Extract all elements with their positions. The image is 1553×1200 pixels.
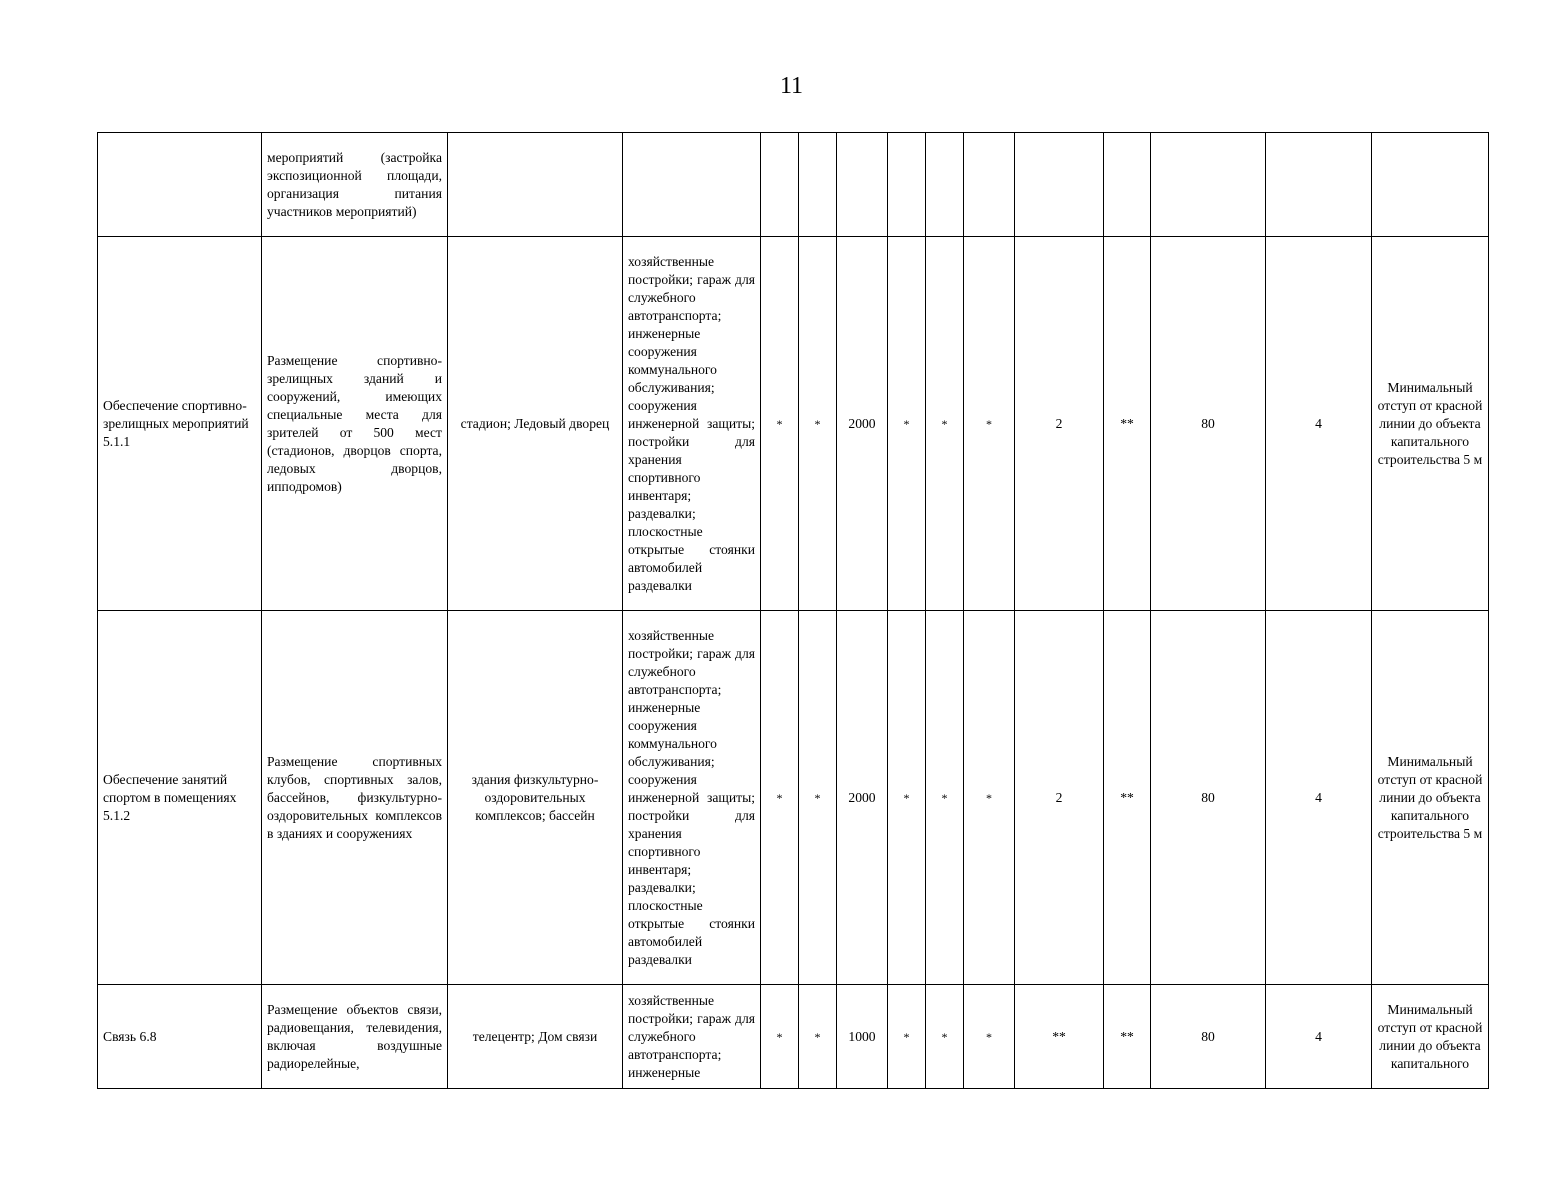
cell-param-3: 1000 bbox=[837, 985, 888, 1089]
cell-auxiliary-objects: хозяйственные постройки; гараж для служебного автотранспорта; инженерные bbox=[623, 985, 761, 1089]
cell-param-3 bbox=[837, 133, 888, 237]
cell-param-3: 2000 bbox=[837, 237, 888, 611]
cell-use-description: Размещение объектов связи, радиовещания, телевидения, включая воздушные радиорелейные, bbox=[262, 985, 448, 1089]
cell-param-8 bbox=[1104, 133, 1151, 237]
cell-param-10: 4 bbox=[1266, 611, 1372, 985]
cell-param-9: 80 bbox=[1151, 237, 1266, 611]
cell-use-description: Размещение спортивных клубов, спортивных залов, бассейнов, физкультурно-оздоровительных комплексов в зданиях и сооружениях bbox=[262, 611, 448, 985]
cell-use-type bbox=[98, 133, 262, 237]
cell-param-4: * bbox=[888, 985, 926, 1089]
cell-param-9: 80 bbox=[1151, 611, 1266, 985]
cell-param-10: 4 bbox=[1266, 237, 1372, 611]
table-row bbox=[98, 133, 1489, 237]
cell-use-description: Размещение спортивно-зрелищных зданий и сооружений, имеющих специальные места для зрителей от 500 мест (стадионов, дворцов спорта, ледовых дворцов, ипподромов) bbox=[262, 237, 448, 611]
regulations-table bbox=[97, 132, 1489, 1089]
cell-param-2: * bbox=[799, 237, 837, 611]
cell-param-1 bbox=[761, 133, 799, 237]
cell-main-objects: здания физкультурно-оздоровительных комплексов; бассейн bbox=[448, 611, 623, 985]
cell-param-3: 2000 bbox=[837, 611, 888, 985]
cell-auxiliary-objects bbox=[623, 133, 761, 237]
table-row bbox=[98, 611, 1489, 985]
cell-restrictions bbox=[1372, 133, 1489, 237]
cell-param-10: 4 bbox=[1266, 985, 1372, 1089]
cell-param-7: 2 bbox=[1015, 611, 1104, 985]
cell-use-type: Обеспечение спортивно-зрелищных мероприятий 5.1.1 bbox=[98, 237, 262, 611]
cell-main-objects: стадион; Ледовый дворец bbox=[448, 237, 623, 611]
cell-use-type: Связь 6.8 bbox=[98, 985, 262, 1089]
cell-param-7: ** bbox=[1015, 985, 1104, 1089]
cell-param-2: * bbox=[799, 611, 837, 985]
cell-param-4 bbox=[888, 133, 926, 237]
cell-param-8: ** bbox=[1104, 611, 1151, 985]
cell-param-1: * bbox=[761, 237, 799, 611]
table-row bbox=[98, 237, 1489, 611]
cell-param-6: * bbox=[964, 237, 1015, 611]
table-row bbox=[98, 985, 1489, 1089]
cell-param-7 bbox=[1015, 133, 1104, 237]
page-number: 11 bbox=[779, 73, 804, 99]
cell-param-2: * bbox=[799, 985, 837, 1089]
cell-param-4: * bbox=[888, 611, 926, 985]
cell-main-objects: телецентр; Дом связи bbox=[448, 985, 623, 1089]
cell-use-type: Обеспечение занятий спортом в помещениях 5.1.2 bbox=[98, 611, 262, 985]
cell-param-8: ** bbox=[1104, 237, 1151, 611]
cell-param-6: * bbox=[964, 985, 1015, 1089]
cell-param-5: * bbox=[926, 985, 964, 1089]
cell-restrictions: Минимальный отступ от красной линии до объекта капитального строительства 5 м bbox=[1372, 237, 1489, 611]
cell-param-10 bbox=[1266, 133, 1372, 237]
cell-param-9: 80 bbox=[1151, 985, 1266, 1089]
cell-param-2 bbox=[799, 133, 837, 237]
cell-main-objects bbox=[448, 133, 623, 237]
cell-param-9 bbox=[1151, 133, 1266, 237]
cell-param-8: ** bbox=[1104, 985, 1151, 1089]
cell-param-5: * bbox=[926, 237, 964, 611]
cell-auxiliary-objects: хозяйственные постройки; гараж для служебного автотранспорта; инженерные сооружения коммунального обслуживания; сооружения инженерной защиты; постройки для хранения спортивного инвентаря; раздевалки; плоскостные открытые стоянки автомобилей раздевалки bbox=[623, 237, 761, 611]
cell-param-7: 2 bbox=[1015, 237, 1104, 611]
cell-restrictions: Минимальный отступ от красной линии до объекта капитального bbox=[1372, 985, 1489, 1089]
cell-auxiliary-objects: хозяйственные постройки; гараж для служебного автотранспорта; инженерные сооружения коммунального обслуживания; сооружения инженерной защиты; постройки для хранения спортивного инвентаря; раздевалки; плоскостные открытые стоянки автомобилей раздевалки bbox=[623, 611, 761, 985]
cell-restrictions: Минимальный отступ от красной линии до объекта капитального строительства 5 м bbox=[1372, 611, 1489, 985]
cell-param-1: * bbox=[761, 611, 799, 985]
cell-use-description: мероприятий (застройка экспозиционной площади, организация питания участников мероприятий) bbox=[262, 133, 448, 237]
cell-param-5: * bbox=[926, 611, 964, 985]
cell-param-4: * bbox=[888, 237, 926, 611]
cell-param-6 bbox=[964, 133, 1015, 237]
cell-param-6: * bbox=[964, 611, 1015, 985]
cell-param-1: * bbox=[761, 985, 799, 1089]
cell-param-5 bbox=[926, 133, 964, 237]
